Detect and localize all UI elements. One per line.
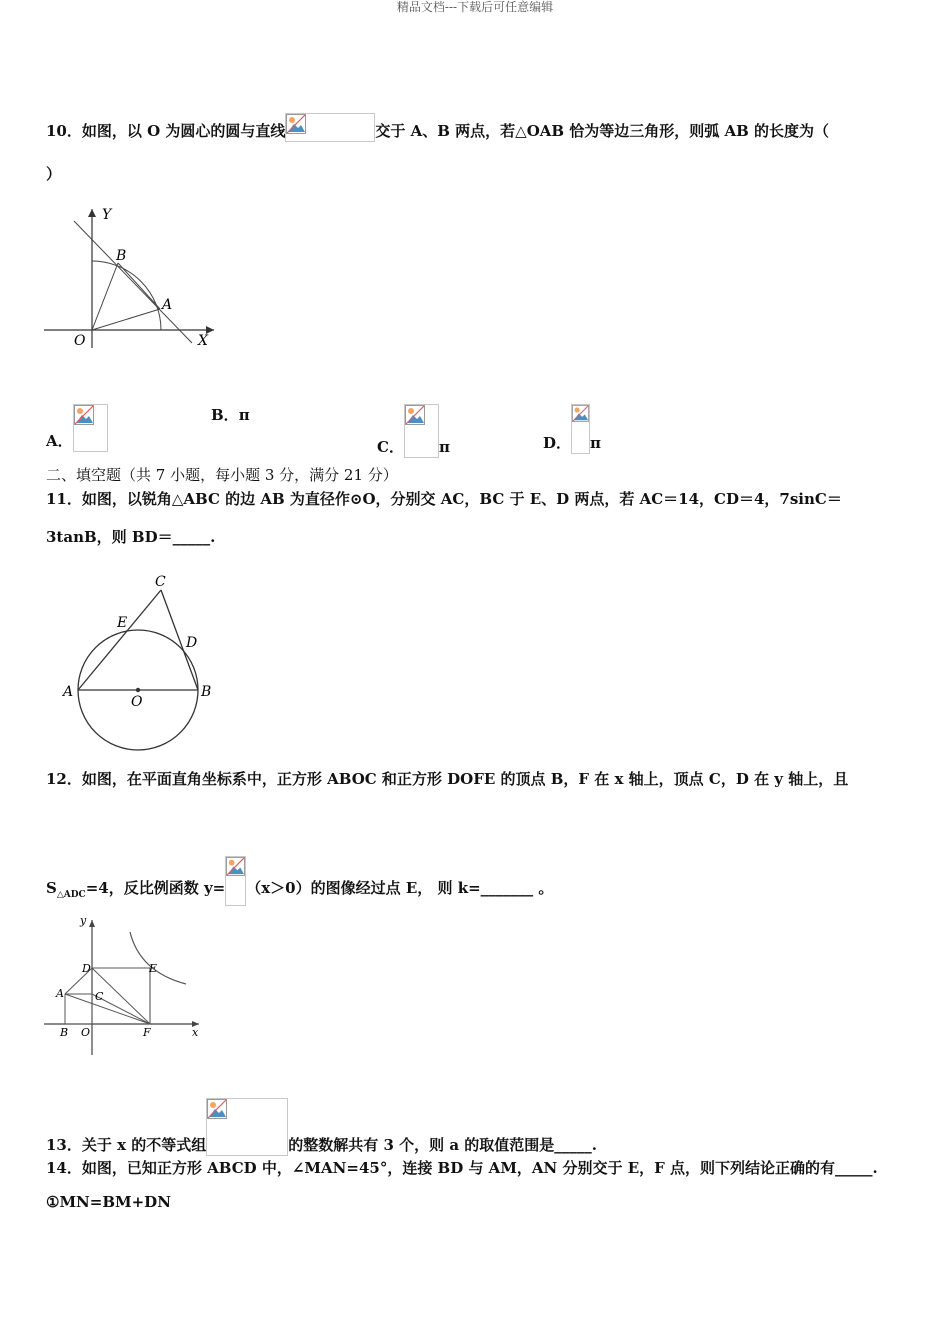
q10-o-label: O xyxy=(74,333,86,349)
broken-image-icon xyxy=(225,856,246,906)
option-c-label: C． xyxy=(377,438,404,456)
question-12-line2 xyxy=(46,856,553,906)
q11-a-label: A xyxy=(63,684,74,700)
q11-c-label: C xyxy=(155,574,166,590)
q11-b-label: B xyxy=(201,684,212,700)
option-b-label: B． xyxy=(211,406,239,424)
q12-y-label: y xyxy=(80,914,87,927)
question-12-line1: 12．如图，在平面直角坐标系中，正方形 ABOC 和正方形 DOFE 的顶点 B，F 在 x 轴上，顶点 C，D 在 y 轴上，且 xyxy=(46,770,849,788)
q10-option-d xyxy=(543,404,601,454)
broken-image-icon xyxy=(73,404,108,452)
q12-x-label: x xyxy=(192,1026,199,1039)
q11-e-label: E xyxy=(117,615,128,631)
q12-e-label: E xyxy=(149,962,158,975)
broken-image-icon xyxy=(206,1098,288,1156)
question-11-line1: 11．如图，以锐角△ABC 的边 AB 为直径作⊙O，分别交 AC，BC 于 E、D 两点，若 AC＝14，CD＝4，7sinC＝ xyxy=(46,490,842,508)
q12-c-label: C xyxy=(95,990,104,1003)
question-11-line2: 3tanB，则 BD＝_____. xyxy=(46,528,216,546)
q10-y-label: Y xyxy=(102,207,112,223)
broken-image-icon xyxy=(571,404,590,454)
q10-option-b xyxy=(211,404,250,426)
question-14-item1: ①MN=BM+DN xyxy=(46,1193,171,1211)
option-d-text: π xyxy=(590,434,601,452)
question-13 xyxy=(46,1098,597,1156)
q12-o-label: O xyxy=(81,1026,91,1039)
broken-image-icon xyxy=(285,113,375,142)
question-14-line1: 14．如图，已知正方形 ABCD 中，∠MAN=45°，连接 BD 与 AM，AN 分别交于 E，F 点，则下列结论正确的有_____. xyxy=(46,1159,878,1177)
option-c-text: π xyxy=(438,438,450,456)
q10-text-part1: 10．如图，以 O 为圆心的圆与直线 xyxy=(46,122,286,140)
q11-figure xyxy=(58,570,218,755)
q12-d-label: D xyxy=(82,962,91,975)
q10-close-paren: ） xyxy=(46,165,62,183)
q12-area-label: S xyxy=(46,879,57,897)
q11-d-label: D xyxy=(186,635,198,651)
page-header: 精品文档---下载后可任意编辑 xyxy=(396,0,554,14)
q10-b-label: B xyxy=(116,248,127,264)
option-b-text: π xyxy=(238,406,250,424)
q10-x-label: X xyxy=(198,333,208,349)
q12-area-subscript: △ADC xyxy=(56,890,86,900)
q10-option-c xyxy=(377,404,450,458)
option-d-label: D． xyxy=(543,434,572,452)
question-10-line1 xyxy=(46,113,829,142)
q10-text-part2: 交于 A、B 两点，若△OAB 恰为等边三角形，则弧 AB 的长度为（ xyxy=(375,122,830,140)
q12-f-label: F xyxy=(143,1026,151,1039)
broken-image-icon xyxy=(404,404,439,458)
q10-option-a xyxy=(46,404,108,452)
q10-a-label: A xyxy=(162,297,173,313)
q12-text-part2: （x＞0）的图像经过点 E， 则 k=_______ 。 xyxy=(246,879,554,897)
section-2-heading: 二、填空题（共 7 小题，每小题 3 分，满分 21 分） xyxy=(46,466,398,484)
q11-o-label: O xyxy=(131,694,143,710)
q12-a-label: A xyxy=(56,987,64,1000)
q12-b-label: B xyxy=(60,1026,69,1039)
q12-figure xyxy=(44,910,209,1058)
q13-text-part1: 13．关于 x 的不等式组 xyxy=(46,1136,207,1154)
q13-text-part2: 的整数解共有 3 个，则 a 的取值范围是_____. xyxy=(288,1136,598,1154)
q10-figure xyxy=(44,203,219,353)
option-a-label: A． xyxy=(46,432,73,450)
q12-text-part1: =4，反比例函数 y= xyxy=(85,879,226,897)
